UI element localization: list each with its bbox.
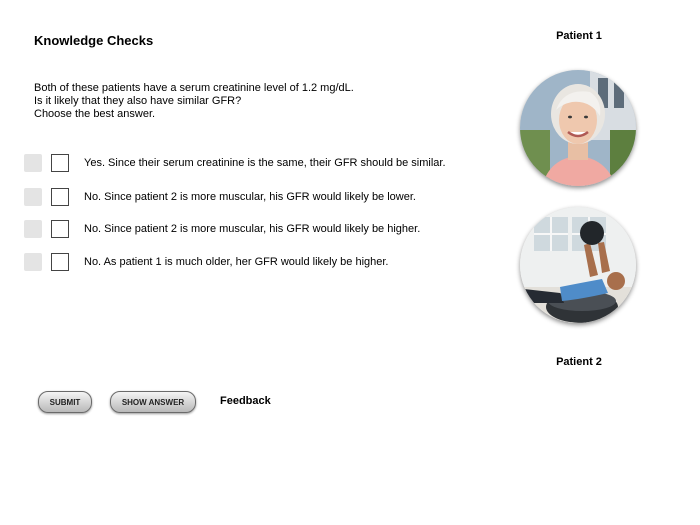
- option-checkbox[interactable]: [51, 220, 69, 238]
- submit-button[interactable]: SUBMIT: [38, 391, 92, 413]
- option-checkbox[interactable]: [51, 188, 69, 206]
- older-woman-portrait-image: [520, 70, 636, 186]
- man-exercising-image: [520, 207, 636, 323]
- option-label: No. As patient 1 is much older, her GFR would likely be higher.: [84, 256, 389, 268]
- patient-2-photo: [520, 207, 636, 323]
- option-marker: [24, 188, 42, 206]
- answer-option-1[interactable]: [24, 152, 446, 174]
- question-line: Choose the best answer.: [34, 108, 156, 120]
- option-checkbox[interactable]: [51, 154, 69, 172]
- question-text: [34, 82, 354, 121]
- question-line: Is it likely that they also have similar GFR?: [34, 95, 242, 107]
- option-checkbox[interactable]: [51, 253, 69, 271]
- page-title: Knowledge Checks: [34, 33, 154, 48]
- answer-option-2[interactable]: [24, 186, 416, 208]
- option-marker: [24, 253, 42, 271]
- option-label: No. Since patient 2 is more muscular, his GFR would likely be higher.: [84, 223, 421, 235]
- patient-1-photo: [520, 70, 636, 186]
- show-answer-button[interactable]: SHOW ANSWER: [110, 391, 196, 413]
- patient-2-label: Patient 2: [556, 356, 602, 368]
- question-line: Both of these patients have a serum creatinine level of 1.2 mg/dL.: [34, 82, 354, 94]
- option-marker: [24, 220, 42, 238]
- option-label: Yes. Since their serum creatinine is the same, their GFR should be similar.: [84, 157, 446, 169]
- patient-1-label: Patient 1: [556, 30, 602, 42]
- answer-option-4[interactable]: [24, 251, 389, 273]
- answer-option-3[interactable]: [24, 218, 420, 240]
- option-marker: [24, 154, 42, 172]
- option-label: No. Since patient 2 is more muscular, his GFR would likely be lower.: [84, 191, 416, 203]
- feedback-label: Feedback: [220, 395, 271, 407]
